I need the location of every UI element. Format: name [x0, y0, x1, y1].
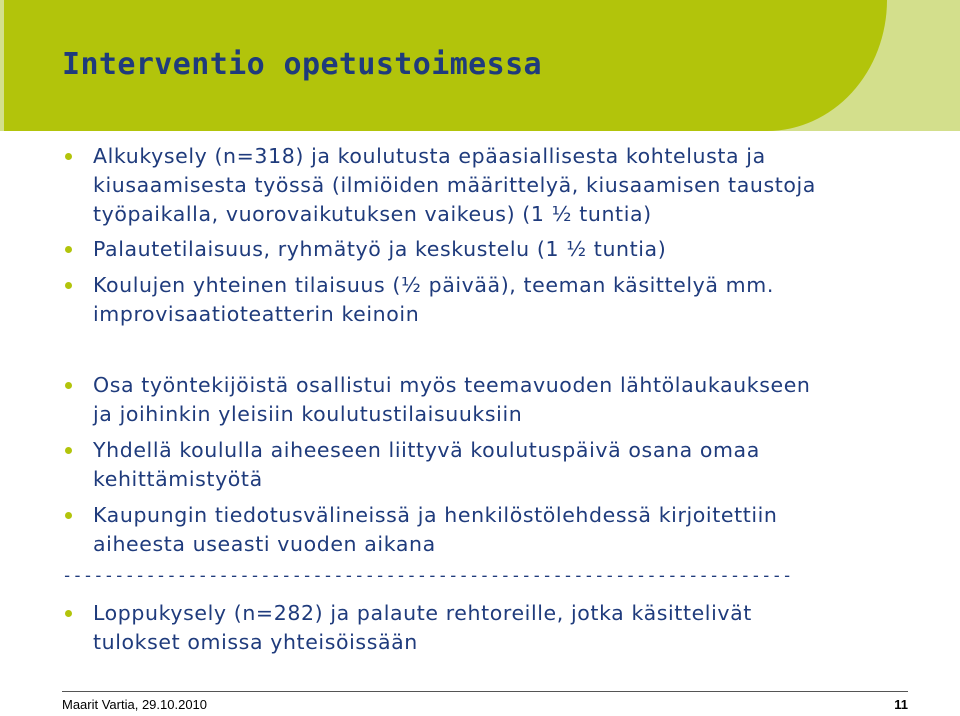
bullet-dot-icon	[65, 153, 72, 160]
bullet-dot-icon	[65, 382, 72, 389]
bullet-item-loppukysely	[93, 599, 923, 657]
bullet-line: kehittämistyötä	[93, 467, 263, 491]
bullet-dot-icon	[65, 610, 72, 617]
bullet-line: Loppukysely (n=282) ja palaute rehtoreille, jotka käsittelivät	[93, 601, 752, 625]
bullet-line: Alkukysely (n=318) ja koulutusta epäasiallisesta kohtelusta ja	[93, 144, 766, 168]
bullet-dot-icon	[65, 246, 72, 253]
bullet-item-palautetilaisuus	[93, 235, 923, 264]
bullet-line: tulokset omissa yhteisöissään	[93, 630, 418, 654]
bullet-item-lahtolaukaus	[93, 371, 923, 429]
slide-title: Interventio opetustoimessa	[62, 47, 542, 82]
bullet-item-tiedotusvalineet	[93, 501, 923, 559]
bullet-line: aiheesta useasti vuoden aikana	[93, 532, 436, 556]
bullet-line: Koulujen yhteinen tilaisuus (½ päivää), teeman käsittelyä mm.	[93, 273, 774, 297]
bullet-dot-icon	[65, 447, 72, 454]
dashed-separator: ----------------------------------------------------------------------	[62, 566, 793, 586]
footer-divider	[62, 691, 908, 692]
bullet-line: Osa työntekijöistä osallistui myös teemavuoden lähtölaukaukseen	[93, 373, 811, 397]
bullet-line: improvisaatioteatterin keinoin	[93, 302, 420, 326]
page-number: 11	[894, 697, 908, 712]
footer-author-date: Maarit Vartia, 29.10.2010	[62, 697, 208, 712]
bullet-line: Palautetilaisuus, ryhmätyö ja keskustelu (1 ½ tuntia)	[93, 237, 667, 261]
bullet-item-koulutuspaiva	[93, 436, 923, 494]
bullet-dot-icon	[65, 282, 72, 289]
bullet-line: ja joihinkin yleisiin koulutustilaisuuksiin	[93, 402, 523, 426]
bullet-line: Yhdellä koululla aiheeseen liittyvä koulutuspäivä osana omaa	[93, 438, 760, 462]
bullet-dot-icon	[65, 512, 72, 519]
bullet-line: Kaupungin tiedotusvälineissä ja henkilöstölehdessä kirjoitettiin	[93, 503, 778, 527]
bullet-item-alkukysely	[93, 142, 923, 229]
bullet-item-koulujen-tilaisuus	[93, 271, 923, 329]
bullet-line: kiusaamisesta työssä (ilmiöiden määrittelyä, kiusaamisen taustoja	[93, 173, 816, 197]
bullet-line: työpaikalla, vuorovaikutuksen vaikeus) (1 ½ tuntia)	[93, 202, 652, 226]
